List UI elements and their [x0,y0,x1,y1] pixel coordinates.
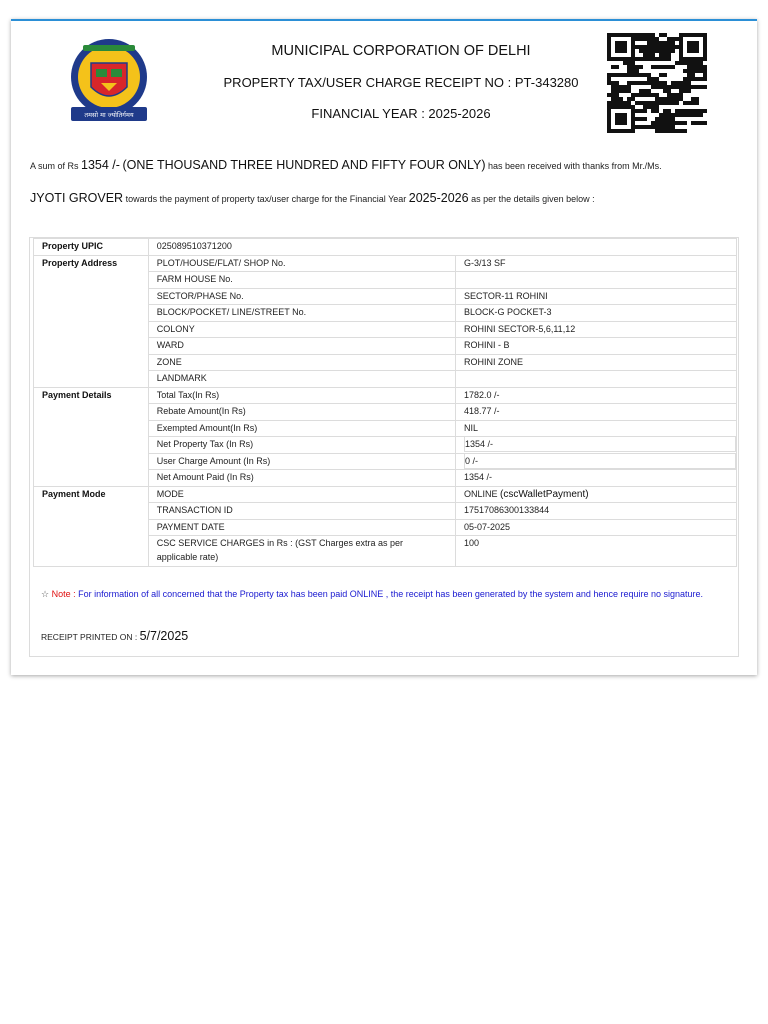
receipt-details-table [33,238,737,567]
amount-figure: 1354 /- [81,158,120,172]
mcd-emblem-icon [63,35,155,125]
field-label: LANDMARK [148,371,455,388]
field-value: SECTOR-11 ROHINI [456,288,737,305]
payer-line: JYOTI GROVER towards the payment of property tax/user charge for the Financial Year 2025-2026 as per the details given below : [30,191,595,205]
field-value [456,371,737,388]
address-section-label: Property Address [34,255,149,387]
field-label: CSC SERVICE CHARGES in Rs : (GST Charges extra as per applicable rate) [148,536,455,567]
table-row [34,387,737,404]
table-row [34,486,737,503]
field-label: MODE [148,486,455,503]
amount-in-words: ONE THOUSAND THREE HUNDRED AND FIFTY FOUR ONLY [126,158,482,172]
payer-name: JYOTI GROVER [30,191,124,205]
field-label: Net Amount Paid (In Rs) [148,470,455,487]
field-label: Net Property Tax (In Rs) [148,437,455,454]
star-icon: ☆ [41,589,50,599]
field-label: TRANSACTION ID [148,503,455,520]
field-label: Exempted Amount(In Rs) [148,420,455,437]
field-value: ROHINI - B [456,338,737,355]
table-row [34,239,737,256]
logo-motto: तमसो मा ज्योतिर्गमय [84,111,134,119]
upic-value: 025089510371200 [148,239,736,256]
field-value [456,453,737,470]
amount-received-line: A sum of Rs 1354 /- (ONE THOUSAND THREE HUNDRED AND FIFTY FOUR ONLY) has been received with thanks from Mr./Ms. [30,158,662,172]
system-note [41,587,731,601]
field-value: ROHINI ZONE [456,354,737,371]
upic-label: Property UPIC [34,239,149,256]
receipt-number-title: PROPERTY TAX/USER CHARGE RECEIPT NO : PT-343280 [223,75,579,90]
field-value: G-3/13 SF [456,255,737,272]
field-label: WARD [148,338,455,355]
field-value: 05-07-2025 [456,519,737,536]
qr-code-icon [607,33,707,133]
org-title: MUNICIPAL CORPORATION OF DELHI [271,43,531,59]
field-label: BLOCK/POCKET/ LINE/STREET No. [148,305,455,322]
financial-year-title: FINANCIAL YEAR : 2025-2026 [311,106,491,121]
field-value: BLOCK-G POCKET-3 [456,305,737,322]
field-value: 1782.0 /- [456,387,737,404]
field-value: NIL [456,420,737,437]
field-value: ONLINE (cscWalletPayment) [456,486,737,503]
printed-date: 5/7/2025 [139,629,189,643]
field-label: Rebate Amount(In Rs) [148,404,455,421]
note-text: For information of all concerned that the Property tax has been paid ONLINE , the receipt has been generated by the system and hence require no signature. [78,589,703,599]
table-row [34,255,737,272]
field-label: COLONY [148,321,455,338]
field-value: ROHINI SECTOR-5,6,11,12 [456,321,737,338]
receipt-card [11,19,757,675]
field-label: SECTOR/PHASE No. [148,288,455,305]
payment-section-label: Payment Details [34,387,149,486]
mode-section-label: Payment Mode [34,486,149,567]
field-label: User Charge Amount (In Rs) [148,453,455,470]
summary-year: 2025-2026 [408,191,469,205]
field-value [456,437,737,454]
user-charge-box: 0 /- [464,453,736,469]
field-label: PLOT/HOUSE/FLAT/ SHOP No. [148,255,455,272]
field-label: FARM HOUSE No. [148,272,455,289]
note-label: Note : [51,589,76,599]
field-value: 1354 /- [456,470,737,487]
receipt-printed-on: RECEIPT PRINTED ON : 5/7/2025 [41,629,189,643]
field-value [456,272,737,289]
field-label: PAYMENT DATE [148,519,455,536]
field-value: 17517086300133844 [456,503,737,520]
field-label: ZONE [148,354,455,371]
field-label: Total Tax(In Rs) [148,387,455,404]
field-value: 418.77 /- [456,404,737,421]
field-value: 100 [456,536,737,567]
net-tax-box: 1354 /- [464,436,736,452]
